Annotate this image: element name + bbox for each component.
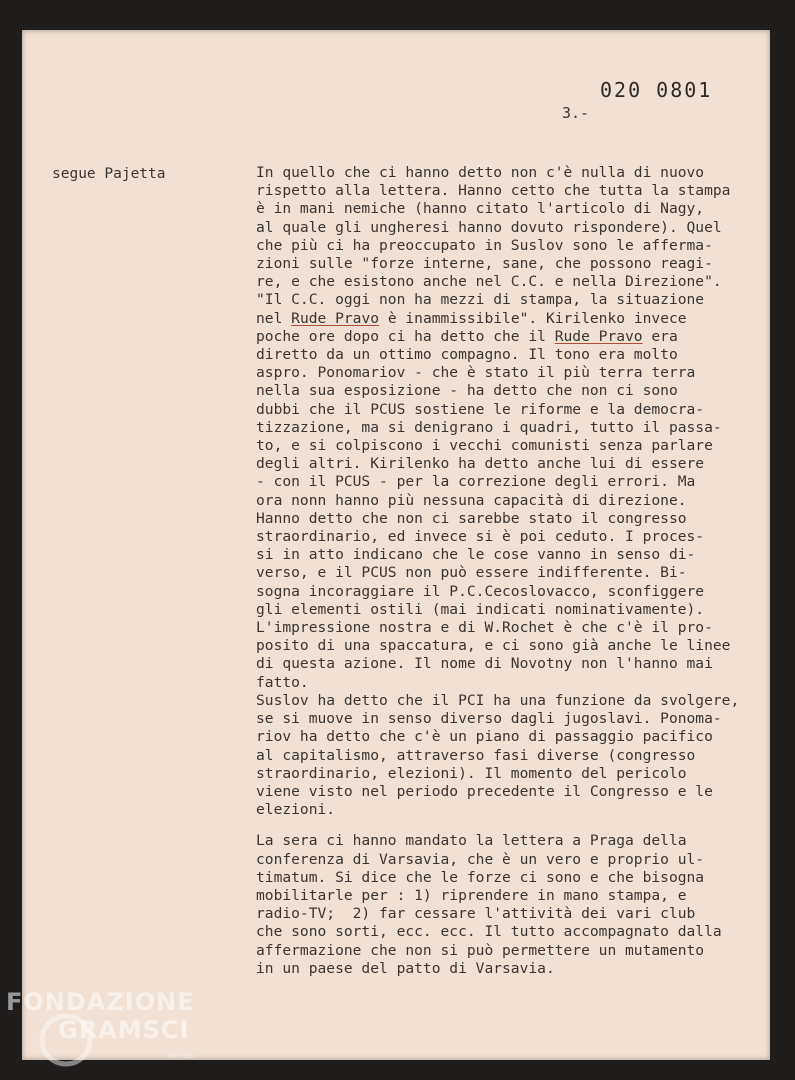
text-line <box>256 887 776 905</box>
text-line <box>256 401 776 419</box>
text-segment: che sono sorti, ecc. ecc. Il tutto accompagnato dalla <box>256 923 722 941</box>
body-text <box>256 164 776 978</box>
text-line <box>256 601 776 619</box>
text-segment: è in mani nemiche (hanno citato l'articolo di Nagy, <box>256 200 705 218</box>
text-line <box>256 364 776 382</box>
text-segment: elezioni. <box>256 801 336 819</box>
text-line <box>256 328 776 346</box>
underlined-text: Rude Pravo <box>554 327 643 345</box>
text-line <box>256 200 776 218</box>
watermark-ring-icon <box>36 1010 96 1070</box>
text-segment: nel <box>256 309 292 327</box>
watermark-line2: GRAMSCI <box>58 1016 190 1044</box>
speaker-label: segue Pajetta <box>52 166 166 182</box>
text-segment: straordinario, elezioni). Il momento del pericolo <box>256 764 687 782</box>
text-line <box>256 182 776 200</box>
text-segment: verso, e il PCUS non può essere indifferente. Bi- <box>256 564 687 582</box>
text-segment: in un paese del patto di Varsavia. <box>256 959 555 977</box>
text-segment: to, e si colpiscono i vecchi comunisti senza parlare <box>256 437 713 455</box>
text-segment: L'impressione nostra e di W.Rochet è che c'è il pro- <box>256 619 713 637</box>
text-line <box>256 923 776 941</box>
text-line <box>256 419 776 437</box>
paragraph <box>256 164 776 819</box>
text-line <box>256 237 776 255</box>
watermark-line1: FONDAZIONE <box>6 988 195 1016</box>
text-line <box>256 637 776 655</box>
text-segment: che più ci ha preoccupato in Suslov sono le afferma- <box>256 236 713 254</box>
text-segment: re, e che esistono anche nel C.C. e nella Direzione". <box>256 273 722 291</box>
text-line <box>256 832 776 850</box>
text-line <box>256 942 776 960</box>
text-segment: riov ha detto che c'è un piano di passaggio pacifico <box>256 728 713 746</box>
text-line <box>256 492 776 510</box>
text-line <box>256 564 776 582</box>
text-segment: radio-TV; 2) far cessare l'attività dei vari club <box>256 905 696 923</box>
text-segment: è inammissibile". Kirilenko invece <box>379 309 687 327</box>
text-line <box>256 728 776 746</box>
text-segment: al quale gli ungheresi hanno dovuto rispondere). Quel <box>256 218 722 236</box>
text-line <box>256 692 776 710</box>
page-number: 3.- <box>562 104 590 122</box>
text-segment: straordinario, ed invece si è poi ceduto. I proces- <box>256 528 705 546</box>
text-segment: aspro. Ponomariov - che è stato il più terra terra <box>256 364 696 382</box>
text-line <box>256 765 776 783</box>
text-segment: dubbi che il PCUS sostiene le riforme e la democra- <box>256 400 705 418</box>
text-line <box>256 960 776 978</box>
text-line <box>256 801 776 819</box>
text-segment: nella sua esposizione - ha detto che non ci sono <box>256 382 678 400</box>
paragraph <box>256 832 776 978</box>
text-segment: La sera ci hanno mandato la lettera a Praga della <box>256 832 687 850</box>
text-line <box>256 905 776 923</box>
text-segment: si in atto indicano che le cose vanno in senso di- <box>256 546 696 564</box>
text-segment: rispetto alla lettera. Hanno cetto che tutta la stampa <box>256 182 731 200</box>
text-line <box>256 710 776 728</box>
text-segment: mobilitarle per : 1) riprendere in mano stampa, e <box>256 886 687 904</box>
text-line <box>256 437 776 455</box>
text-line <box>256 528 776 546</box>
text-segment: viene visto nel periodo precedente il Congresso e le <box>256 782 713 800</box>
text-segment: timatum. Si dice che le forze ci sono e che bisogna <box>256 868 705 886</box>
text-line <box>256 783 776 801</box>
text-segment: posito di una spaccatura, e ci sono già anche le linee <box>256 637 731 655</box>
text-line <box>256 255 776 273</box>
watermark-small: onlus <box>168 1051 195 1060</box>
text-segment: diretto da un ottimo compagno. Il tono era molto <box>256 346 678 364</box>
text-segment: Suslov ha detto che il PCI ha una funzione da svolgere, <box>256 691 740 709</box>
fondazione-gramsci-watermark <box>6 988 195 1060</box>
text-segment: di questa azione. Il nome di Novotny non l'hanno mai <box>256 655 713 673</box>
text-line <box>256 473 776 491</box>
text-segment: Hanno detto che non ci sarebbe stato il congresso <box>256 509 687 527</box>
text-line <box>256 310 776 328</box>
text-segment: gli elementi ostili (mai indicati nominativamente). <box>256 600 705 618</box>
text-segment: In quello che ci hanno detto non c'è nulla di nuovo <box>256 164 705 181</box>
text-segment: sogna incoraggiare il P.C.Cecoslovacco, sconfiggere <box>256 582 705 600</box>
text-segment: al capitalismo, attraverso fasi diverse (congresso <box>256 746 696 764</box>
text-line <box>256 869 776 887</box>
text-line <box>256 510 776 528</box>
text-segment: affermazione che non si può permettere un mutamento <box>256 941 705 959</box>
text-line <box>256 455 776 473</box>
text-segment: se si muove in senso diverso dagli jugoslavi. Ponoma- <box>256 710 722 728</box>
text-line <box>256 164 776 182</box>
text-line <box>256 851 776 869</box>
text-segment: fatto. <box>256 673 309 691</box>
text-segment: degli altri. Kirilenko ha detto anche lui di essere <box>256 455 705 473</box>
text-segment: era <box>642 327 678 345</box>
text-segment: ora nonn hanno più nessuna capacità di direzione. <box>256 491 687 509</box>
text-line <box>256 655 776 673</box>
text-segment: zioni sulle "forze interne, sane, che possono reagi- <box>256 255 713 273</box>
text-line <box>256 291 776 309</box>
text-line <box>256 219 776 237</box>
underlined-text: Rude Pravo <box>291 309 380 327</box>
text-line <box>256 583 776 601</box>
text-segment: "Il C.C. oggi non ha mezzi di stampa, la situazione <box>256 291 705 309</box>
text-line <box>256 273 776 291</box>
text-segment: conferenza di Varsavia, che è un vero e proprio ul- <box>256 850 705 868</box>
text-line <box>256 619 776 637</box>
text-line <box>256 546 776 564</box>
text-line <box>256 382 776 400</box>
text-segment: tizzazione, ma si denigrano i quadri, tutto il passa- <box>256 418 722 436</box>
text-line <box>256 674 776 692</box>
text-line <box>256 747 776 765</box>
text-segment: - con il PCUS - per la correzione degli errori. Ma <box>256 473 696 491</box>
text-line <box>256 346 776 364</box>
text-segment: poche ore dopo ci ha detto che il <box>256 327 555 345</box>
archive-number: 020 0801 <box>600 78 713 102</box>
